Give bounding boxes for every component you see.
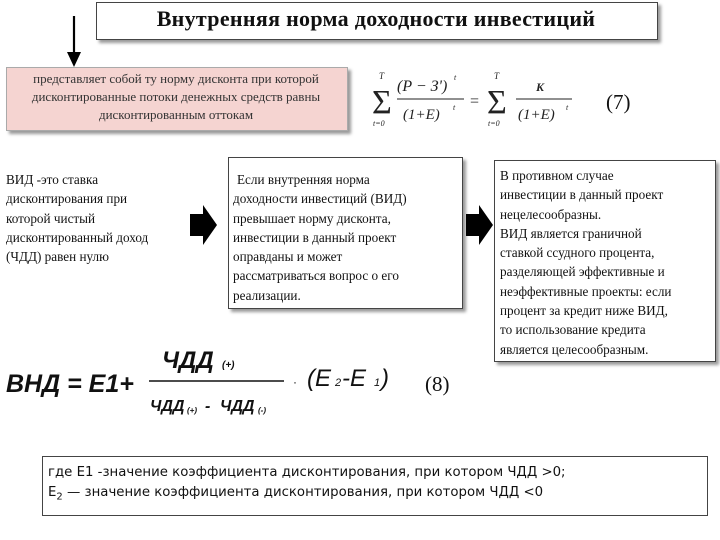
vid-line: ВИД -это ставка	[6, 172, 99, 187]
exp-left: t	[454, 73, 457, 82]
if-text	[233, 170, 459, 305]
formula-8	[2, 335, 392, 425]
den-right: ЧДД	[220, 398, 255, 415]
den-right-sub: (-)	[258, 406, 266, 415]
page-title: Внутренняя норма доходности инвестиций	[156, 6, 596, 31]
den-left: ЧДД	[150, 398, 185, 415]
if-line: реализации.	[233, 287, 301, 303]
vid-line: дисконтированный доход	[6, 229, 149, 245]
sum-upper-right: T	[494, 71, 500, 81]
legend-line-1: где Е1 -значение коэффициента дисконтирования, при котором ЧДД >0;	[48, 465, 566, 480]
factor-minus: -Е	[342, 365, 366, 392]
denominator-right: (1+E)	[518, 107, 555, 123]
den-left-sub: (+)	[187, 406, 197, 415]
otherwise-line: неэффективные проекты: если	[500, 283, 672, 299]
factor-open: (Е	[307, 365, 331, 392]
vid-line: которой чистый	[6, 210, 96, 226]
if-line: доходности инвестиций (ВИД)	[233, 191, 407, 207]
formula-lhs: ВНД = Е1+	[6, 370, 134, 398]
otherwise-line: ставкой ссудного процента,	[500, 245, 655, 261]
sigma-left-icon: Σ	[372, 84, 392, 121]
sigma-right-icon: Σ	[487, 84, 507, 121]
numerator-right: K	[536, 80, 545, 94]
formula-dot: ·	[293, 375, 297, 389]
formula-7-number: (7)	[606, 90, 631, 114]
if-line: превышает норму дисконта,	[233, 210, 391, 226]
if-line: рассматриваться вопрос о его	[233, 268, 399, 284]
denominator-left: (1+E)	[403, 107, 440, 123]
otherwise-line: нецелесообразны.	[500, 206, 602, 222]
formula-7	[370, 70, 590, 132]
formula-8-number: (8)	[425, 372, 450, 396]
otherwise-line: разделяющей эффективные и	[500, 264, 665, 280]
numerator-left: (P − З')	[397, 78, 448, 95]
equals-sign: =	[470, 93, 480, 110]
factor-close: )	[381, 365, 389, 392]
vid-line: (ЧДД) равен нулю	[6, 249, 109, 265]
sum-lower-left: t=0	[373, 119, 385, 128]
right-arrow-icon	[466, 205, 494, 245]
sum-upper-left: T	[379, 71, 385, 81]
exp-left-den: t	[453, 103, 456, 112]
formula-numerator: ЧДД	[162, 347, 214, 374]
factor-sub-1: 1	[374, 377, 381, 389]
sum-lower-right: t=0	[488, 119, 500, 128]
legend-text	[48, 463, 704, 508]
vid-line: дисконтирования при	[6, 191, 128, 207]
factor-sub-2: 2	[335, 377, 342, 389]
otherwise-line: является целесообразным.	[500, 341, 649, 357]
numerator-sub: (+)	[222, 360, 235, 371]
definition-text: представляет собой ту норму дисконта при которой дисконтированные потоки денежных средств равны дисконтированным оттокам	[31, 71, 321, 122]
otherwise-line: процент за кредит ниже ВИД,	[500, 303, 668, 319]
otherwise-line: инвестиции в данный проект	[500, 187, 664, 203]
legend-line-2	[48, 483, 704, 508]
vid-definition	[6, 170, 192, 266]
arrow-down-icon	[66, 16, 82, 68]
otherwise-line: В противном случае	[500, 168, 614, 183]
otherwise-line: то использование кредита	[500, 322, 646, 338]
legend-rest: — значение коэффициента дисконтирования, при котором ЧДД <0	[62, 485, 544, 500]
if-line: Если внутренняя норма	[237, 172, 370, 187]
if-line: оправданы и может	[233, 249, 343, 265]
right-arrow-icon	[190, 205, 218, 245]
legend-e: Е	[48, 485, 57, 500]
otherwise-text	[500, 166, 712, 359]
otherwise-line: ВИД является граничной	[500, 225, 642, 241]
legend-sub: 2	[56, 491, 63, 503]
if-line: инвестиции в данный проект	[233, 229, 397, 245]
den-minus: -	[205, 398, 211, 415]
exp-right-den: t	[566, 103, 569, 112]
